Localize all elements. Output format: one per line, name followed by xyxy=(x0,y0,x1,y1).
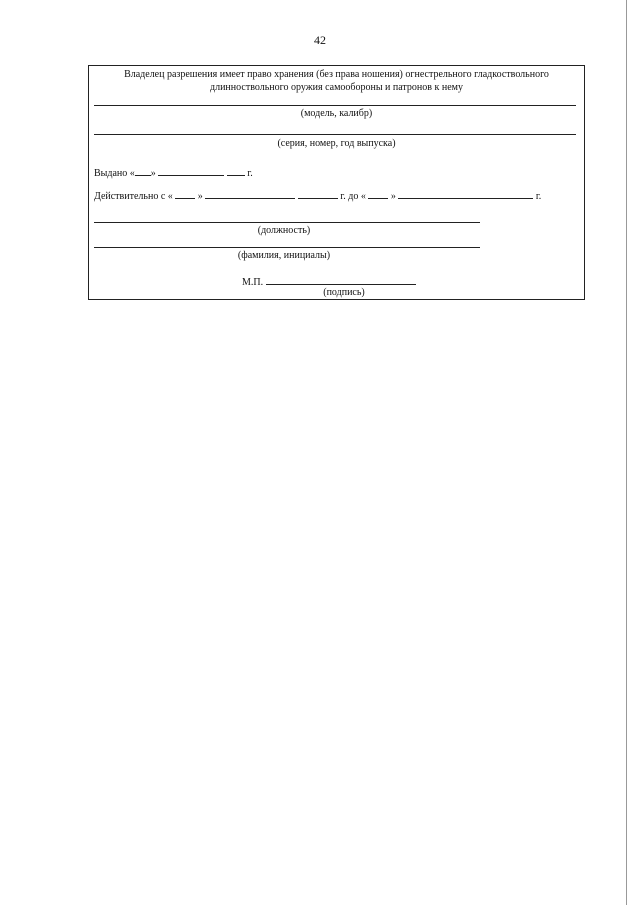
valid-close-quote: » xyxy=(197,191,203,202)
issued-year-suffix: г. xyxy=(247,168,253,179)
signature-caption: (подпись) xyxy=(323,287,365,298)
stamp-label: М.П. xyxy=(242,277,264,288)
form-header xyxy=(89,68,584,94)
valid-label: Действительно с « xyxy=(94,191,173,202)
model-caliber-line xyxy=(94,105,576,106)
form-header-line-2: длинноствольного оружия самообороны и патронов к нему xyxy=(210,82,463,93)
signature-blank xyxy=(266,275,416,285)
valid-to-day-blank xyxy=(368,189,388,199)
page-number: 42 xyxy=(314,33,326,47)
permit-form-box xyxy=(88,65,585,300)
issued-day-blank xyxy=(135,166,151,176)
valid-from-year-blank xyxy=(298,189,338,199)
valid-row xyxy=(94,189,541,203)
name-line xyxy=(94,247,480,248)
valid-from-month-blank xyxy=(205,189,295,199)
valid-year-suffix: г. xyxy=(535,191,542,202)
valid-from-day-blank xyxy=(175,189,195,199)
issued-row xyxy=(94,166,253,180)
issued-label: Выдано « xyxy=(94,168,135,179)
form-header-line-1: Владелец разрешения имеет право хранения (без права ношения) огнестрельного гладкоствольного xyxy=(124,69,549,80)
position-line xyxy=(94,222,480,223)
issued-year-blank xyxy=(227,166,245,176)
series-number-line xyxy=(94,134,576,135)
scan-edge-line xyxy=(626,0,627,905)
valid-to-month-year-blank xyxy=(398,189,533,199)
issued-close-quote: » xyxy=(150,168,156,179)
valid-close-quote-2: » xyxy=(390,191,396,202)
position-caption: (должность) xyxy=(257,225,311,236)
model-caliber-caption: (модель, калибр) xyxy=(300,108,373,119)
name-caption: (фамилия, инициалы) xyxy=(237,250,331,261)
issued-month-blank xyxy=(158,166,224,176)
valid-year-to: г. до « xyxy=(340,191,366,202)
series-number-year-caption: (серия, номер, год выпуска) xyxy=(277,138,396,149)
